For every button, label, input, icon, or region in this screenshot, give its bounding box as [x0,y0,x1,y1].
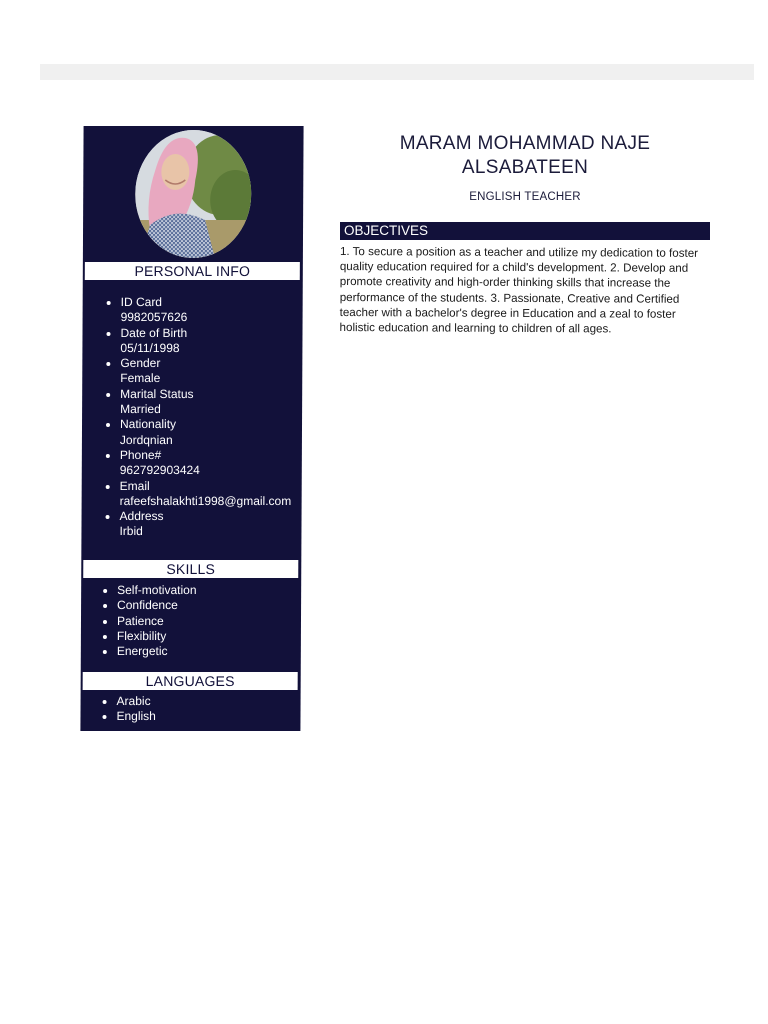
info-value: 9982057626 [120,310,188,325]
list-item [106,326,292,357]
list-item [105,509,291,540]
info-label: Gender [120,356,161,371]
skills-list [103,583,197,659]
personal-info-heading: PERSONAL INFO [85,262,300,280]
objectives-text: 1. To secure a position as a teacher and utilize my dedication to foster quality education required for a child's development. 2. Develop and promote creativity and high-order thinking skills that increase the performance of the students. 3. Passionate, Creative and Certified teacher with a bachelor's degree in Education and a zeal to foster holistic education and learning to children of all ages. [339,244,699,336]
list-item: Patience [103,614,196,629]
info-value: Female [120,371,161,386]
resume-name: MARAM MOHAMMAD NAJE ALSABATEEN [399,133,651,178]
list-item [106,417,292,448]
profile-photo [135,130,252,258]
info-value: Irbid [119,524,143,539]
info-value: Jordqnian [119,432,173,447]
list-item: English [102,709,155,724]
list-item: Flexibility [103,629,196,644]
personal-info-list [105,295,292,540]
info-value: rafeefshalakhti1998@gmail.com [119,493,292,508]
list-item: Energetic [103,644,196,659]
profile-photo-image [135,130,252,258]
info-value: 05/11/1998 [120,340,180,355]
list-item [107,295,293,326]
info-value: 962792903424 [119,463,200,478]
languages-list [102,694,156,725]
info-label: Nationality [119,417,177,432]
list-item [106,479,292,510]
info-label: Marital Status [120,386,194,401]
info-label: ID Card [120,295,163,309]
scan-top-band [40,64,754,80]
list-item [106,387,292,418]
info-label: Phone# [119,447,162,462]
job-title: ENGLISH TEACHER [469,191,581,203]
resume-sidebar [80,126,303,731]
info-label: Email [119,478,150,493]
list-item: Confidence [103,598,196,613]
list-item [106,448,292,479]
list-item [106,356,292,387]
info-label: Date of Birth [120,325,188,340]
languages-heading: LANGUAGES [83,672,298,690]
list-item: Self-motivation [103,583,196,598]
skills-heading: SKILLS [83,560,298,578]
objectives-heading: OBJECTIVES [340,222,710,240]
list-item: Arabic [103,694,156,709]
info-value: Married [120,402,161,417]
info-label: Address [119,509,164,524]
